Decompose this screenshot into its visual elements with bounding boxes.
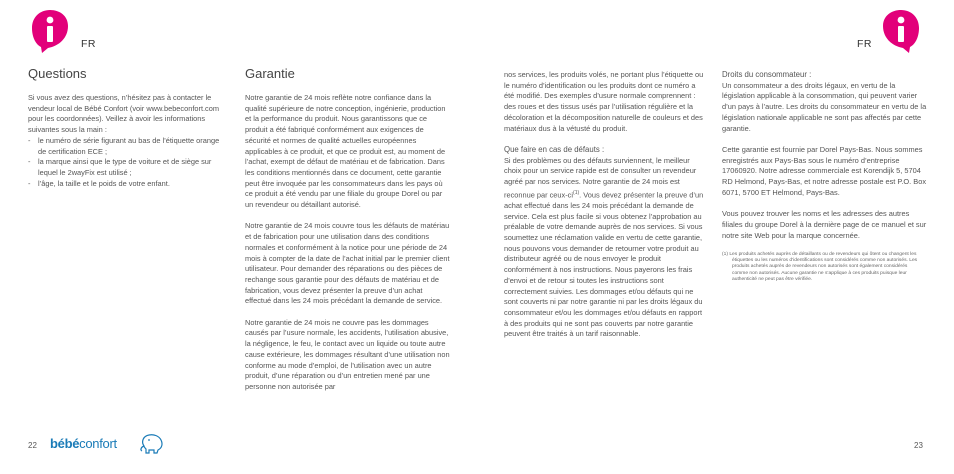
page-number: 22 — [28, 441, 37, 450]
paragraph: Si des problèmes ou des défauts surviennent, le meilleur choix pour un service rapide est de consulter un revendeur agréé par nos services. Notre garantie de 24 mois est reconnue par ceux-$ci^{(1)}$. Vous devez présenter la preuve d’un achat effectué dans les 24 mois précédant la demande de service. Cela est plus facile si vous obtenez l’approbation au préalable de votre demande auprès de nos services. Si vous soumettez une réclamation valide en vertu de cette garantie, nous pouvons vous demander de retourner votre produit au distributeur agréé ou de nous envoyer le produit conformément à nos instructions. Nous payerons les frais d’envoi et de retour si toutes les instructions sont correctement suivies. Les dommages et/ou défauts qui ne sont couverts ni par notre garantie ni par les droits légaux du consommateur et/ou les dommages et/ou défauts en rapport à des produits qui ne sont pas couverts par notre garantie peuvent être traités à un tarif raisonnable. — [504, 155, 704, 339]
language-label: FR — [81, 38, 96, 50]
garantie-continued — [504, 70, 706, 351]
brand-logo: bébéconfort — [50, 436, 117, 451]
list-item: - la marque ainsi que le type de voiture et de siège sur lequel le 2wayFix est utilisé ; — [28, 157, 228, 178]
paragraph: Un consommateur a des droits légaux, en vertu de la législation applicable à la consommation, qui peuvent varier d’un pays à l’autre. Les droits du consommateur en vertu de la législation nationale applicable ne sont pas affectés par cette garantie. — [722, 80, 927, 133]
paragraph: Notre garantie de 24 mois reflète notre confiance dans la qualité supérieure de notre conception, ingénierie, production et la performance du produit. Nous garantissons que ce produit a été fabriqué conformément aux exigences de sécurité et normes de qualité actuelles européennes applicables à ce produit, et que ce produit est, au moment de l’achat, exempt de défaut de matériau et de fabrication. Dans les conditions mentionnés dans ce document, cette garantie peut être invoquée par les consommateurs dans les pays où ce produit a été vendu par une filiale du groupe Dorel ou par un revendeur ou détaillant autorisé. — [245, 93, 446, 210]
subheading-consumer-rights: Droits du consommateur : — [722, 70, 812, 79]
list-item: - l’âge, la taille et le poids de votre enfant. — [28, 179, 228, 190]
info-icon — [879, 8, 923, 54]
paragraph: Cette garantie est fournie par Dorel Pays-Bas. Nous sommes enregistrés aux Pays-Bas sous le numéro d’entreprise 17060920. Notre adresse commerciale est Korendijk 5, 5704 RD Helmond, Pays-Bas, et notre adresse postale est P.O. Box 6071, 5700 ET Helmond, Pays-Bas. — [722, 144, 927, 197]
language-label: FR — [857, 38, 872, 50]
paragraph: Notre garantie de 24 mois couvre tous les défauts de matériau et de fabrication pour une utilisation dans des conditions normales et conformément à la notice pour une période de 24 mois à compter de la date de l’achat initial par le premier client utilisateur. Pour demander des réparations ou des pièces de rechange sous garantie pour des défauts de matériau et de fabrication, vous devez présenter la preuve d’un achat effectué dans les 24 mois précédant la demande de service. — [245, 221, 450, 306]
subheading-defects: Que faire en cas de défauts : — [504, 144, 605, 154]
consumer-rights-section — [722, 70, 930, 283]
paragraph: nos services, les produits volés, ne portant plus l’étiquette ou le numéro d’identification ou les produits dont ce numéro a été modifié. Des exemples d’usure normale comprennent : des roues et des tissus usés par l’utilisation régulière et la décoloration et la décomposition naturelle de couleurs et des matériaux dus à la vétusté du produit. — [504, 70, 704, 133]
section-title-questions: Questions — [28, 66, 87, 81]
questions-list — [28, 136, 228, 190]
paragraph: Notre garantie de 24 mois ne couvre pas les dommages causés par l’usure normale, les accidents, l’utilisation abusive, la négligence, le feu, le contact avec un liquide ou toute autre cause extérieure, les dommages résultant d’une utilisation non conforme au mode d’emploi, de l’utilisation avec un autre produit, d’une réparation ou d’un entretien mené par une personne non autorisée par — [245, 317, 450, 391]
garantie-section — [245, 93, 450, 403]
page-number: 23 — [914, 441, 923, 450]
footnote: (1) Les produits achetés auprès de détaillants ou de revendeurs qui ôtent ou changent les étiquettes ou les numéros d’identifications sont considérés comme non autorisés. Les produits achetés auprès de revendeurs non autorisés sont également considérés comme non autorisés. Aucune garantie ne s’applique à ces produits puisque leur authenticité ne peut pas être vérifiée. — [722, 251, 918, 282]
elephant-icon — [138, 432, 166, 454]
list-item: - le numéro de série figurant au bas de l’étiquette orange de certification ECE ; — [28, 136, 228, 157]
questions-intro: Si vous avez des questions, n’hésitez pas à contacter le vendeur local de Bébé Confort (voir www.bebeconfort.com pour les coordonnées). Veillez à avoir les informations suivantes sous la main : — [28, 93, 220, 135]
questions-section — [28, 93, 228, 189]
info-icon — [28, 8, 72, 54]
section-title-garantie: Garantie — [245, 66, 295, 81]
paragraph: Vous pouvez trouver les noms et les adresses des autres filiales du groupe Dorel à la dernière page de ce manuel et sur notre site Web pour la marque concernée. — [722, 209, 927, 240]
